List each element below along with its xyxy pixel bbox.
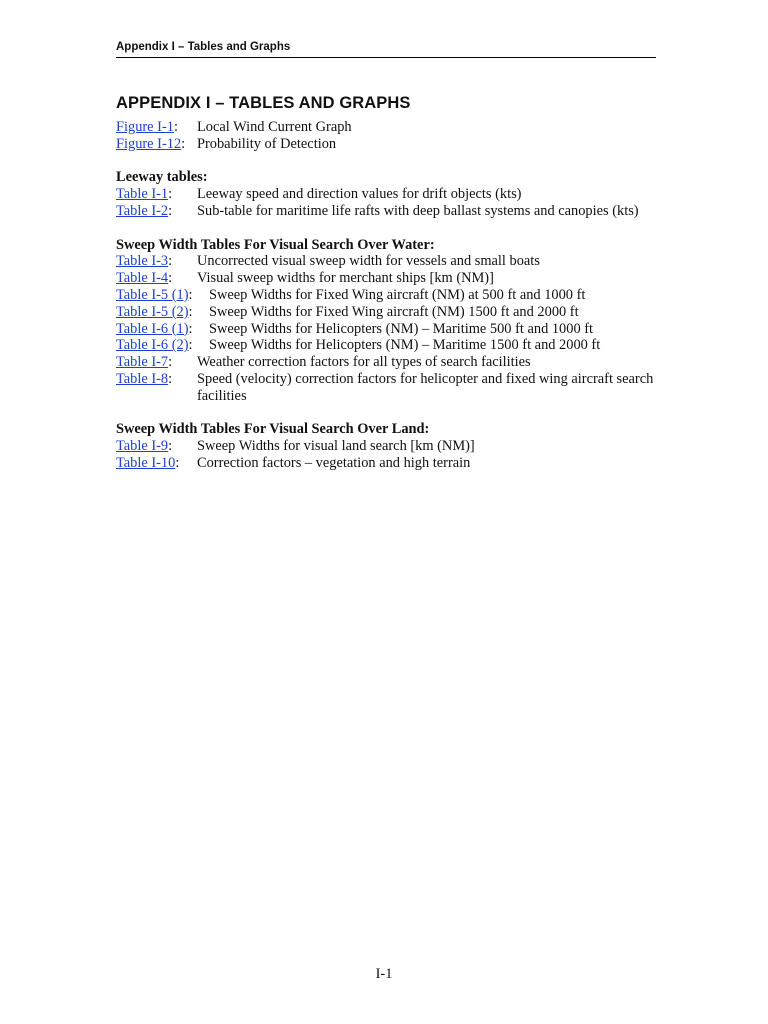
table-link[interactable]: Table I-7 — [116, 354, 169, 371]
list-item: Table I-6 (1): Sweep Widths for Helicopters (NM) – Maritime 500 ft and 1000 ft — [116, 320, 594, 337]
list-item-description: Sweep Widths for visual land search [km (NM)] — [197, 438, 475, 455]
section-heading-leeway: Leeway tables: — [116, 169, 208, 186]
list-item-description: Sweep Widths for Fixed Wing aircraft (NM) at 500 ft and 1000 ft — [209, 286, 586, 303]
section-heading-water: Sweep Width Tables For Visual Search Over Water: — [116, 236, 435, 253]
list-item-description: Uncorrected visual sweep width for vessels and small boats — [197, 253, 540, 270]
list-item: Table I-6 (2): Sweep Widths for Helicopters (NM) – Maritime 1500 ft and 2000 ft — [116, 337, 601, 354]
list-item-description: Local Wind Current Graph — [197, 119, 352, 135]
table-link[interactable]: Table I-6 (1) — [116, 320, 189, 337]
figure-link[interactable]: Figure I-1 — [116, 119, 174, 135]
list-item-description: Sweep Widths for Helicopters (NM) – Maritime 500 ft and 1000 ft — [209, 320, 594, 337]
list-item: Figure I-1: Local Wind Current Graph — [116, 119, 352, 135]
table-link[interactable]: Table I-8 — [116, 370, 169, 387]
table-link[interactable]: Table I-4 — [116, 270, 169, 287]
table-link[interactable]: Table I-10 — [116, 454, 176, 471]
header-rule — [116, 57, 656, 58]
table-link[interactable]: Table I-5 (1) — [116, 286, 189, 303]
content — [116, 119, 656, 472]
list-item: Table I-1: Leeway speed and direction values for drift objects (kts) — [116, 186, 522, 203]
list-item: Table I-3: Uncorrected visual sweep width for vessels and small boats — [116, 253, 540, 270]
list-item: Table I-5 (2): Sweep Widths for Fixed Wing aircraft (NM) 1500 ft and 2000 ft — [116, 303, 579, 320]
table-link[interactable]: Table I-6 (2) — [116, 337, 189, 354]
list-item-description: Leeway speed and direction values for drift objects (kts) — [197, 186, 522, 203]
list-item: Table I-2: Sub-table for maritime life rafts with deep ballast systems and canopies (kts) — [116, 202, 639, 219]
figure-link[interactable]: Figure I-12 — [116, 135, 182, 152]
table-link[interactable]: Table I-5 (2) — [116, 303, 189, 320]
list-item-description: Sweep Widths for Helicopters (NM) – Maritime 1500 ft and 2000 ft — [209, 337, 601, 354]
list-item: Table I-7: Weather correction factors for all types of search facilities — [116, 354, 531, 371]
list-item: Table I-9: Sweep Widths for visual land search [km (NM)] — [116, 438, 475, 455]
list-item: Table I-10: Correction factors – vegetation and high terrain — [116, 454, 471, 471]
table-link[interactable]: Table I-2 — [116, 202, 169, 219]
list-item-description: Probability of Detection — [197, 135, 337, 152]
page-number: I-1 — [375, 966, 393, 982]
list-item: Figure I-12: Probability of Detection — [116, 135, 337, 152]
page-title: APPENDIX I – TABLES AND GRAPHS — [116, 94, 411, 112]
list-item: Table I-4: Visual sweep widths for merchant ships [km (NM)] — [116, 270, 494, 287]
list-item: Table I-5 (1): Sweep Widths for Fixed Wing aircraft (NM) at 500 ft and 1000 ft — [116, 286, 586, 303]
list-item-description: Weather correction factors for all types of search facilities — [197, 354, 531, 371]
list-item: Table I-8: Speed (velocity) correction factors for helicopter and fixed wing aircraft search facilities — [116, 371, 656, 405]
list-item-description: Visual sweep widths for merchant ships [km (NM)] — [197, 270, 494, 287]
table-link[interactable]: Table I-9 — [116, 438, 169, 455]
table-link[interactable]: Table I-3 — [116, 253, 169, 270]
section-heading-land: Sweep Width Tables For Visual Search Over Land: — [116, 421, 430, 438]
list-item-description: Sweep Widths for Fixed Wing aircraft (NM) 1500 ft and 2000 ft — [209, 303, 579, 320]
list-item-description: Sub-table for maritime life rafts with deep ballast systems and canopies (kts) — [197, 202, 639, 219]
list-item-description: Speed (velocity) correction factors for helicopter and fixed wing aircraft search facilities — [197, 370, 654, 404]
running-header: Appendix I – Tables and Graphs — [116, 41, 291, 53]
table-link[interactable]: Table I-1 — [116, 186, 169, 203]
list-item-description: Correction factors – vegetation and high terrain — [197, 454, 471, 471]
